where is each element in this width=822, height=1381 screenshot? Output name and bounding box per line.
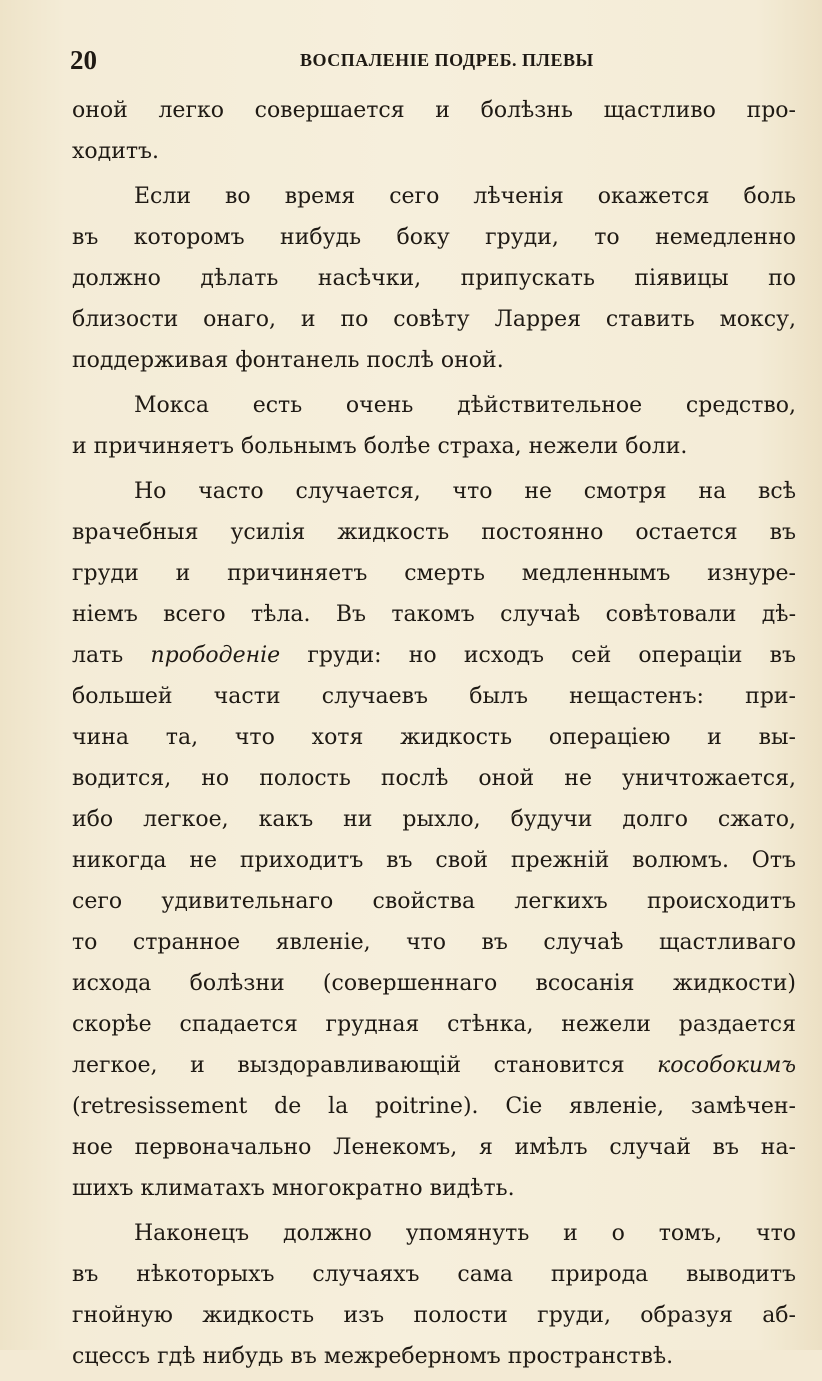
text-line: (retresissement de la poitrine). Сіе явленіе, замѣчен- [72,1094,796,1119]
text-line: гнойную жидкость изъ полости груди, образуя аб- [72,1303,796,1328]
text-line: сего удивительнаго свойства легкихъ происходитъ [72,889,796,914]
text-line: шихъ климатахъ многократно видѣть. [72,1176,515,1201]
text-line: врачебныя усилія жидкость постоянно остается въ [72,520,796,545]
text-line: Если во время сего лѣченія окажется боль [134,184,796,209]
text-line: ибо легкое, какъ ни рыхло, будучи долго сжато, [72,807,796,832]
italic-term: прободеніе [150,643,281,668]
text-line: ное первоначально Ленекомъ, я имѣлъ случай въ на- [72,1135,796,1160]
paragraph [72,1213,796,1377]
body-text [72,90,796,1381]
page-number: 20 [70,45,97,75]
text-line: груди и причиняетъ смерть медленнымъ изнуре- [72,561,796,586]
paragraph [72,471,796,1209]
text-line: ніемъ всего тѣла. Въ такомъ случаѣ совѣтовали дѣ- [72,602,796,627]
text-line: скорѣе спадается грудная стѣнка, нежели раздается [72,1012,796,1037]
text-line: то странное явленіе, что въ случаѣ щастливаго [72,930,796,955]
running-head: ВОСПАЛЕНІЕ ПОДРЕБ. ПЛЕВЫ [300,50,594,70]
text-line: близости онаго, и по совѣту Ларрея ставить моксу, [72,307,796,332]
text-line: исхода болѣзни (совершеннаго всосанія жидкости) [72,971,796,996]
text-line: оной легко совершается и болѣзнь щастливо про- [72,98,796,123]
paragraph [72,385,796,467]
text-line: водится, но полость послѣ оной не уничтожается, [72,766,796,791]
text-line: никогда не приходитъ въ свой прежній волюмъ. Отъ [72,848,796,873]
text-line: сцессъ гдѣ нибудь въ межреберномъ пространствѣ. [72,1344,674,1369]
text-line: ходитъ. [72,139,160,164]
text-line: Мокса есть очень дѣйствительное средство, [134,393,796,418]
text-line: должно дѣлать насѣчки, припускать піявицы по [72,266,796,291]
text-line: въ нѣкоторыхъ случаяхъ сама природа выводитъ [72,1262,796,1287]
text-line: легкое, и выздоравливающій становится кособокимъ [72,1053,796,1078]
paragraph [72,176,796,381]
text-line: и причиняетъ больнымъ болѣе страха, нежели боли. [72,434,688,459]
text-line: большей части случаевъ былъ нещастенъ: при- [72,684,796,709]
text-line: Но часто случается, что не смотря на всѣ [134,479,796,504]
page-header [70,40,750,80]
italic-term: кособокимъ [657,1053,796,1078]
text-line: Наконецъ должно упомянуть и о томъ, что [134,1221,796,1246]
text-line: чина та, что хотя жидкость операціею и вы- [72,725,796,750]
text-line: поддерживая фонтанель послѣ оной. [72,348,504,373]
text-line: въ которомъ нибудь боку груди, то немедленно [72,225,796,250]
text-line: лать прободеніе груди: но исходъ сей операціи въ [72,643,796,668]
paragraph [72,90,796,172]
